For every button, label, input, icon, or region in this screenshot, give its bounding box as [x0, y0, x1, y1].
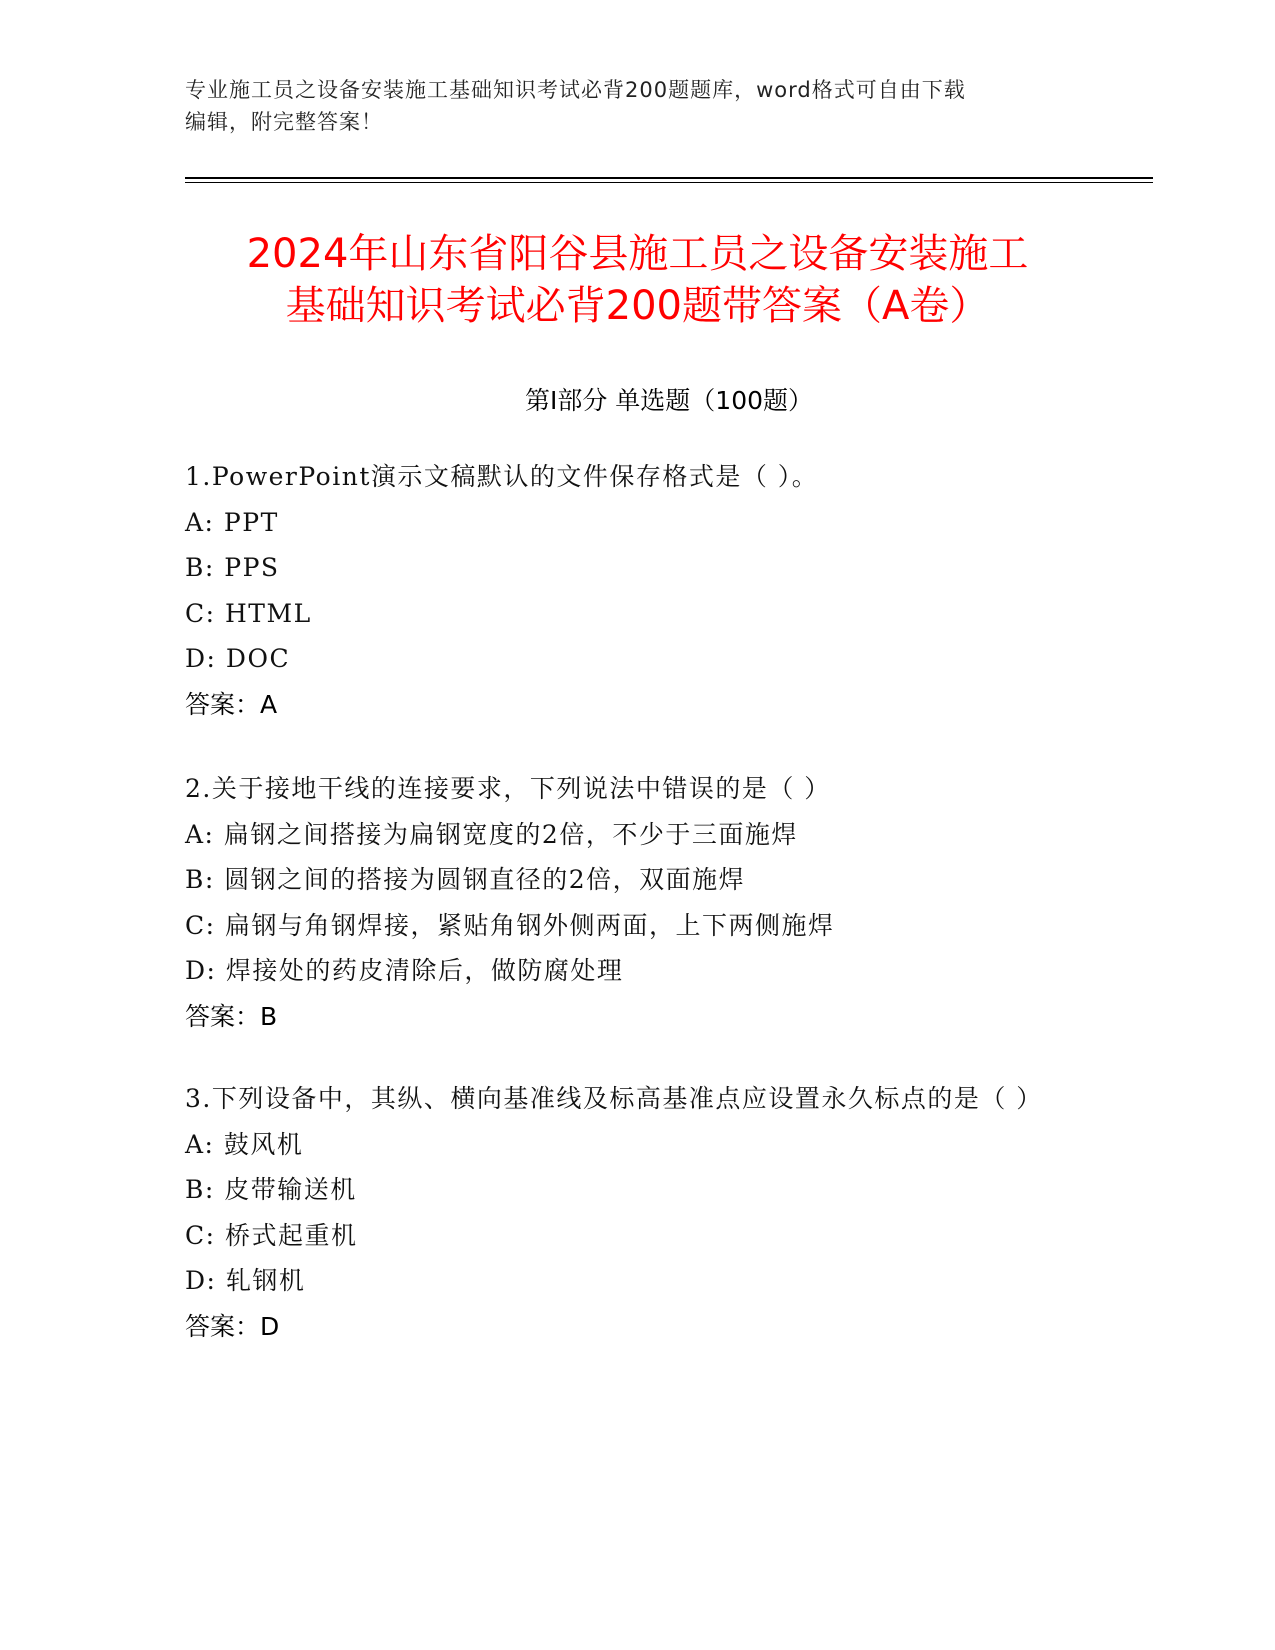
question-2-option-a: A: 扁钢之间搭接为扁钢宽度的2倍，不少于三面施焊 [185, 819, 798, 849]
question-2-option-d: D: 焊接处的药皮清除后，做防腐处理 [185, 956, 624, 985]
section-title: 第Ⅰ部分 单选题（100题） [524, 386, 814, 415]
question-1-answer: 答案：A [185, 689, 278, 719]
header-divider-thick [185, 177, 1153, 179]
question-1 [185, 454, 1085, 727]
document-header-note [185, 74, 1085, 138]
question-1-option-b: B: PPS [185, 553, 280, 582]
question-3-stem: 3.下列设备中，其纵、横向基准线及标高基准点应设置永久标点的是（ ） [185, 1084, 1043, 1113]
question-3-option-b: B: 皮带输送机 [185, 1175, 357, 1204]
question-2-stem: 2.关于接地干线的连接要求，下列说法中错误的是（ ） [185, 774, 831, 803]
header-divider-thin [185, 182, 1153, 183]
question-3-option-a: A: 鼓风机 [185, 1129, 304, 1159]
question-2-answer: 答案：B [185, 1001, 278, 1031]
question-2-option-b: B: 圆钢之间的搭接为圆钢直径的2倍，双面施焊 [185, 865, 746, 894]
question-1-option-d: D: DOC [185, 644, 291, 673]
question-3 [185, 1076, 1085, 1349]
question-1-option-a: A: PPT [185, 507, 279, 537]
question-3-option-d: D: 轧钢机 [185, 1266, 306, 1295]
question-3-answer: 答案：D [185, 1311, 280, 1341]
document-title [150, 228, 1125, 332]
document-title-line-2: 基础知识考试必背200题带答案（A卷） [285, 283, 990, 329]
question-1-stem: 1.PowerPoint演示文稿默认的文件保存格式是（ ）。 [185, 462, 819, 491]
question-3-option-c: C: 桥式起重机 [185, 1220, 358, 1250]
header-note-line-1: 专业施工员之设备安装施工基础知识考试必背200题题库，word格式可自由下载 [185, 78, 966, 102]
question-2 [185, 766, 1085, 1039]
document-title-line-1: 2024年山东省阳谷县施工员之设备安装施工 [246, 231, 1029, 277]
header-note-line-2: 编辑，附完整答案！ [185, 110, 383, 134]
question-1-option-c: C: HTML [185, 598, 312, 628]
question-2-option-c: C: 扁钢与角钢焊接，紧贴角钢外侧两面，上下两侧施焊 [185, 910, 835, 940]
